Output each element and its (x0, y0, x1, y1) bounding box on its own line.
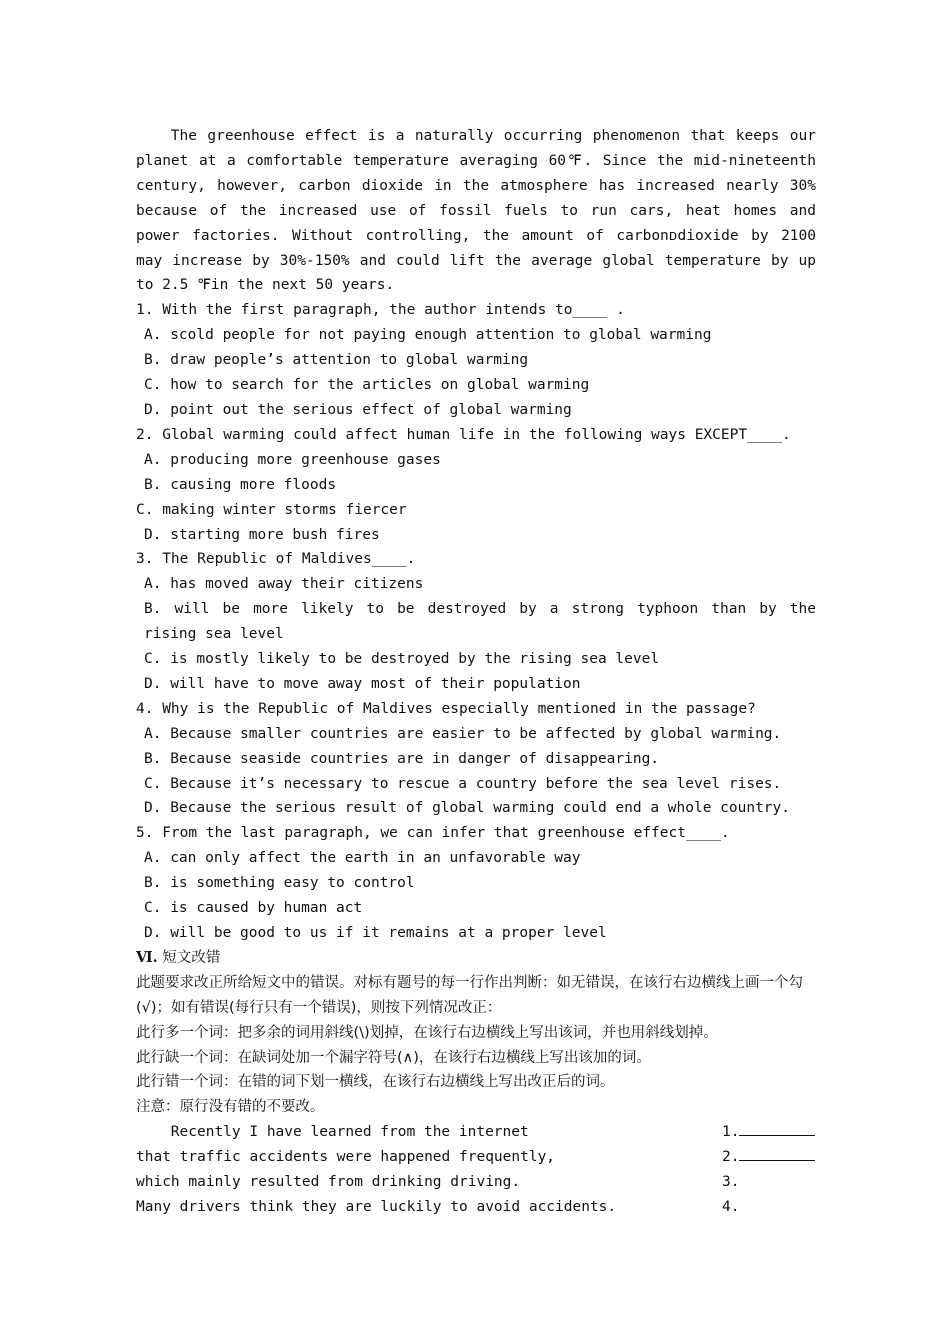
answer-blank[interactable] (739, 1121, 815, 1136)
answer-slot (722, 1120, 816, 1145)
instruction-line: 此题要求改正所给短文中的错误。对标有题号的每一行作出判断：如无错误，在该行右边横线上画一个勾(√)；如有错误(每行只有一个错误)，则按下列情况改正： (136, 974, 803, 1016)
option-a: A. can only affect the earth in an unfavorable way (144, 850, 581, 867)
correction-line (136, 1195, 816, 1220)
question-stem: 4. Why is the Republic of Maldives especially mentioned in the passage? (136, 700, 756, 717)
answer-blank[interactable] (739, 1146, 815, 1161)
question-stem: 2. Global warming could affect human life in the following ways EXCEPT____. (136, 426, 791, 443)
instruction-line: 此行多一个词：把多余的词用斜线(\)划掉，在该行右边横线上写出该词，并也用斜线划掉。 (136, 1024, 718, 1041)
option-c: C. Because it’s necessary to rescue a country before the sea level rises. (144, 775, 782, 792)
instruction-line: 此行缺一个词：在缺词处加一个漏字符号(∧)，在该行右边横线上写出该加的词。 (136, 1049, 651, 1066)
question-2 (136, 423, 816, 548)
answer-slot (722, 1170, 816, 1195)
correction-text: Many drivers think they are luckily to avoid accidents. (136, 1198, 617, 1215)
option-c: C. is caused by human act (144, 900, 363, 917)
answer-number: 2. (722, 1149, 740, 1166)
section-title: 短文改错 (162, 949, 221, 966)
correction-text: that traffic accidents were happened frequently, (136, 1149, 556, 1166)
answer-slot (722, 1145, 816, 1170)
passage-paragraph: The greenhouse effect is a naturally occurring phenomenon that keeps our planet at a comfortable temperature averaging 60℉. Since the mid-nineteenth century, however, carbon dioxide in the atmosphere has increased nearly 30% because of the increased use of fossil fuels to run cars, heat homes and power factories. Without controlling, the amount of carbonᴅdioxide by 2100 may increase by 30%-150% and could lift the average global temperature by up to 2.5 ℉in the next 50 years. (136, 128, 816, 294)
answer-number: 4. (722, 1198, 740, 1215)
correction-line (136, 1170, 816, 1195)
option-c: C. how to search for the articles on global warming (144, 377, 590, 394)
option-b: B. causing more floods (144, 476, 337, 493)
option-d: D. will be good to us if it remains at a proper level (144, 925, 607, 941)
answer-number: 1. (722, 1124, 740, 1141)
correction-text: which mainly resulted from drinking driving. (136, 1174, 521, 1191)
answer-number: 3. (722, 1174, 740, 1191)
question-3 (136, 547, 816, 696)
answer-slot (722, 1195, 816, 1220)
option-b: B. is something easy to control (144, 875, 415, 892)
question-1 (136, 298, 816, 423)
instruction-line: 此行错一个词：在错的词下划一横线，在该行右边横线上写出改正后的词。 (136, 1074, 615, 1091)
option-c: C. making winter storms fiercer (136, 501, 407, 518)
question-stem: 3. The Republic of Maldives____. (136, 551, 416, 568)
correction-line (136, 1120, 816, 1145)
question-5 (136, 821, 816, 946)
question-4 (136, 697, 816, 822)
section-numeral: Ⅵ. (136, 948, 158, 966)
option-a: A. has moved away their citizens (144, 576, 424, 593)
option-a: A. scold people for not paying enough attention to global warming (144, 327, 712, 344)
document-page (136, 124, 816, 1220)
option-b: B. will be more likely to be destroyed by a strong typhoon than by the rising sea level (144, 601, 816, 643)
option-d: D. starting more bush fires (144, 526, 380, 543)
question-stem: 5. From the last paragraph, we can infer that greenhouse effect____. (136, 825, 730, 842)
option-d: D. will have to move away most of their population (144, 675, 581, 692)
option-b: B. draw people’s attention to global warming (144, 352, 529, 369)
option-b: B. Because seaside countries are in danger of disappearing. (144, 750, 660, 767)
section-heading (136, 946, 816, 971)
option-d: D. point out the serious effect of global warming (144, 401, 572, 418)
question-stem: 1. With the first paragraph, the author intends to____ . (136, 302, 625, 319)
correction-line (136, 1145, 816, 1170)
option-a: A. producing more greenhouse gases (144, 451, 441, 468)
option-d: D. Because the serious result of global warming could end a whole country. (144, 800, 791, 817)
correction-text: Recently I have learned from the internet (170, 1124, 529, 1141)
option-c: C. is mostly likely to be destroyed by the rising sea level (144, 651, 660, 668)
option-a: A. Because smaller countries are easier to be affected by global warming. (144, 725, 782, 742)
instruction-line: 注意：原行没有错的不要改。 (136, 1099, 325, 1116)
